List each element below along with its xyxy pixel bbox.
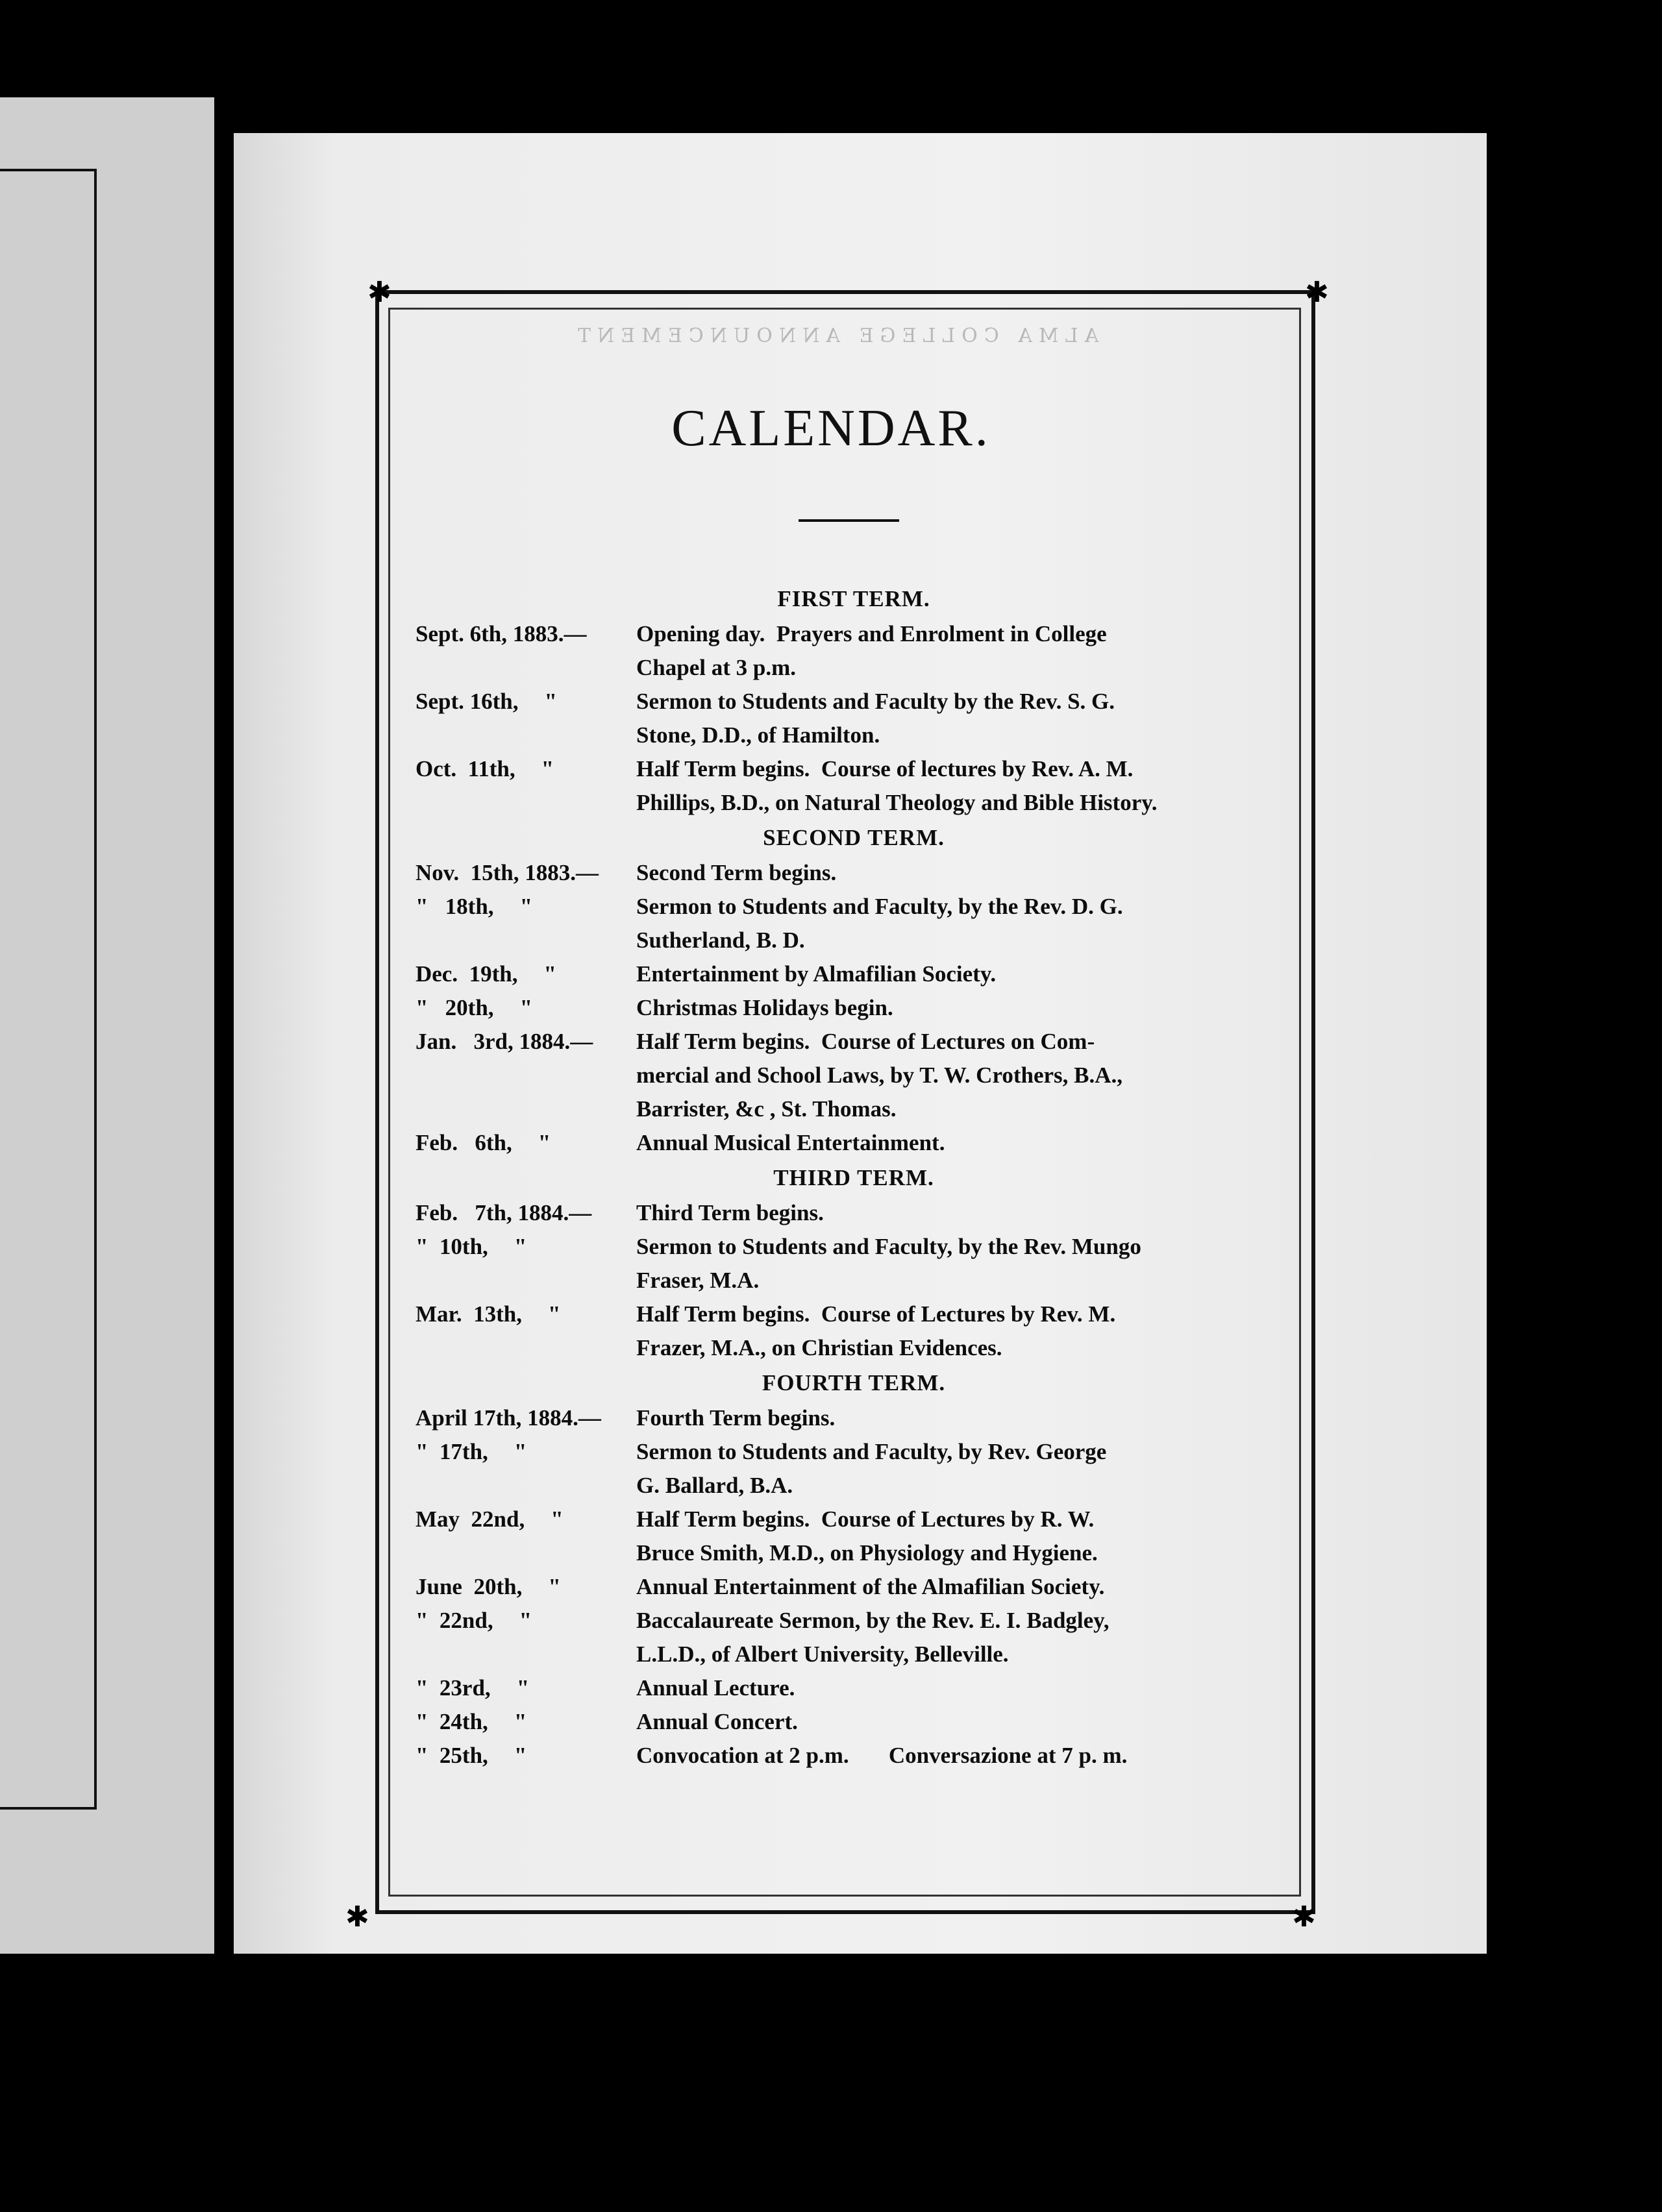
calendar-entry xyxy=(416,1297,1266,1365)
term-heading: FOURTH TERM. xyxy=(762,1370,946,1395)
entry-description xyxy=(636,1025,1266,1126)
entry-date-text: April 17th, 1884.— xyxy=(416,1405,601,1431)
entry-date xyxy=(416,1739,636,1773)
ditto-mark: " xyxy=(543,961,556,987)
ditto-mark: " xyxy=(519,995,532,1020)
entry-line: Annual Entertainment of the Almafilian Society. xyxy=(636,1574,1105,1599)
entry-line: Stone, D.D., of Hamilton. xyxy=(636,722,880,748)
entry-date xyxy=(416,991,636,1025)
entry-description xyxy=(636,617,1266,685)
entry-date xyxy=(416,617,636,651)
entry-date xyxy=(416,890,636,924)
entry-date-text: " 24th, xyxy=(416,1709,488,1734)
calendar-entry xyxy=(416,1196,1266,1230)
entry-date-text: June 20th, xyxy=(416,1574,523,1599)
entry-description xyxy=(636,890,1266,957)
entry-date xyxy=(416,685,636,719)
entry-date-text: Sept. 16th, xyxy=(416,689,519,714)
book-gutter xyxy=(214,97,234,1954)
ditto-mark: " xyxy=(516,1675,530,1701)
entry-line: mercial and School Laws, by T. W. Crothers, B.A., xyxy=(636,1063,1123,1088)
calendar-entry xyxy=(416,1671,1266,1705)
entry-date-text: " 20th, xyxy=(416,995,494,1020)
entry-line: Half Term begins. Course of lectures by Rev. A. M. xyxy=(636,756,1134,781)
entry-date xyxy=(416,1401,636,1435)
ditto-mark: " xyxy=(541,756,554,781)
entry-line: Frazer, M.A., on Christian Evidences. xyxy=(636,1335,1002,1360)
ditto-mark: " xyxy=(519,894,532,919)
entry-line: Sermon to Students and Faculty, by the Rev. Mungo xyxy=(636,1234,1141,1259)
entry-date xyxy=(416,1196,636,1230)
bleed-through-text: ALMA COLLEGE ANNOUNCEMENT xyxy=(571,325,1099,347)
calendar-entry xyxy=(416,1604,1266,1671)
ditto-mark: " xyxy=(544,689,557,714)
entry-date-text: May 22nd, xyxy=(416,1506,525,1532)
calendar-entry xyxy=(416,1126,1266,1160)
entry-date-text: Feb. 7th, 1884.— xyxy=(416,1200,592,1225)
entry-description xyxy=(636,1503,1266,1570)
calendar-entry xyxy=(416,856,1266,890)
ditto-mark: " xyxy=(551,1506,564,1532)
entry-date-text: Nov. 15th, 1883.— xyxy=(416,860,599,885)
entry-line: Half Term begins. Course of Lectures on Com- xyxy=(636,1029,1095,1054)
corner-ornament-bottom-right: ✱ xyxy=(1292,1900,1316,1934)
entry-date-text: Mar. 13th, xyxy=(416,1301,522,1327)
ditto-mark: " xyxy=(514,1709,527,1734)
ditto-mark: " xyxy=(548,1574,561,1599)
page-title: CALENDAR. xyxy=(671,400,991,457)
entry-date xyxy=(416,1435,636,1469)
entry-line: Fraser, M.A. xyxy=(636,1268,760,1293)
entry-date xyxy=(416,1230,636,1264)
corner-ornament-top-right: ✱ xyxy=(1305,276,1329,309)
calendar-entry xyxy=(416,1435,1266,1503)
corner-ornament-top-left: ✱ xyxy=(367,276,391,309)
entry-line: Half Term begins. Course of Lectures by R. W. xyxy=(636,1506,1095,1532)
entry-date-text: Sept. 6th, 1883.— xyxy=(416,621,587,646)
ditto-mark: " xyxy=(519,1608,532,1633)
calendar-entry xyxy=(416,1401,1266,1435)
calendar-entry xyxy=(416,1570,1266,1604)
calendar-entry xyxy=(416,752,1266,820)
entry-description xyxy=(636,1705,1266,1739)
entry-date xyxy=(416,1503,636,1536)
entry-line: Chapel at 3 p.m. xyxy=(636,655,796,680)
entry-date-text: " 22nd, xyxy=(416,1608,493,1633)
entry-date xyxy=(416,1025,636,1059)
entry-date xyxy=(416,1705,636,1739)
entry-date xyxy=(416,856,636,890)
entry-date xyxy=(416,957,636,991)
entry-description xyxy=(636,991,1266,1025)
entry-description xyxy=(636,1297,1266,1365)
term-heading: FIRST TERM. xyxy=(777,586,930,611)
entry-description xyxy=(636,1604,1266,1671)
entry-line: G. Ballard, B.A. xyxy=(636,1473,793,1498)
entry-line: Second Term begins. xyxy=(636,860,837,885)
term-heading: SECOND TERM. xyxy=(763,825,945,850)
entry-line: Annual Lecture. xyxy=(636,1675,795,1701)
entry-date-text: Feb. 6th, xyxy=(416,1130,512,1155)
entry-date xyxy=(416,1604,636,1638)
ditto-mark: " xyxy=(514,1439,527,1464)
entry-line: Sermon to Students and Faculty, by the Rev. D. G. xyxy=(636,894,1123,919)
entry-line: Third Term begins. xyxy=(636,1200,824,1225)
entry-line: Entertainment by Almafilian Society. xyxy=(636,961,997,987)
calendar-entry xyxy=(416,685,1266,752)
entry-description xyxy=(636,856,1266,890)
entry-date-text: " 23rd, xyxy=(416,1675,491,1701)
corner-ornament-bottom-left: ✱ xyxy=(345,1900,369,1934)
ditto-mark: " xyxy=(547,1301,561,1327)
entry-date xyxy=(416,752,636,786)
entry-description xyxy=(636,1739,1266,1773)
entry-description xyxy=(636,685,1266,752)
calendar-list xyxy=(416,581,1266,1773)
term-heading: THIRD TERM. xyxy=(773,1165,934,1190)
entry-description xyxy=(636,1671,1266,1705)
entry-description xyxy=(636,1570,1266,1604)
title-rule xyxy=(799,519,899,522)
calendar-entry xyxy=(416,890,1266,957)
entry-line: Baccalaureate Sermon, by the Rev. E. I. Badgley, xyxy=(636,1608,1110,1633)
entry-line: Sermon to Students and Faculty, by Rev. George xyxy=(636,1439,1107,1464)
entry-line: Sermon to Students and Faculty by the Rev. S. G. xyxy=(636,689,1115,714)
calendar-entry xyxy=(416,1230,1266,1297)
entry-date-text: Oct. 11th, xyxy=(416,756,515,781)
calendar-entry xyxy=(416,617,1266,685)
entry-line: Annual Musical Entertainment. xyxy=(636,1130,945,1155)
entry-date-text: Jan. 3rd, 1884.— xyxy=(416,1029,593,1054)
entry-description xyxy=(636,752,1266,820)
calendar-entry xyxy=(416,1503,1266,1570)
entry-line: L.L.D., of Albert University, Belleville. xyxy=(636,1641,1009,1667)
entry-line: Bruce Smith, M.D., on Physiology and Hygiene. xyxy=(636,1540,1098,1566)
entry-date xyxy=(416,1570,636,1604)
entry-line: Barrister, &c , St. Thomas. xyxy=(636,1096,897,1122)
entry-date-text: " 17th, xyxy=(416,1439,488,1464)
ditto-mark: " xyxy=(514,1234,527,1259)
entry-description xyxy=(636,1401,1266,1435)
ditto-mark: " xyxy=(538,1130,551,1155)
entry-line: Convocation at 2 p.m. Conversazione at 7 p. m. xyxy=(636,1743,1128,1768)
entry-line: Opening day. Prayers and Enrolment in College xyxy=(636,621,1107,646)
entry-line: Half Term begins. Course of Lectures by Rev. M. xyxy=(636,1301,1116,1327)
calendar-entry xyxy=(416,1705,1266,1739)
entry-date-text: Dec. 19th, xyxy=(416,961,518,987)
entry-description xyxy=(636,1435,1266,1503)
entry-line: Phillips, B.D., on Natural Theology and Bible History. xyxy=(636,790,1158,815)
entry-line: Christmas Holidays begin. xyxy=(636,995,893,1020)
entry-date xyxy=(416,1126,636,1160)
entry-line: Fourth Term begins. xyxy=(636,1405,836,1431)
entry-line: Annual Concert. xyxy=(636,1709,798,1734)
entry-description xyxy=(636,1126,1266,1160)
calendar-entry xyxy=(416,1739,1266,1773)
entry-description xyxy=(636,1196,1266,1230)
calendar-entry xyxy=(416,957,1266,991)
ditto-mark: " xyxy=(514,1743,527,1768)
entry-description xyxy=(636,1230,1266,1297)
entry-line: Sutherland, B. D. xyxy=(636,928,805,953)
entry-date-text: " 25th, xyxy=(416,1743,488,1768)
calendar-entry xyxy=(416,991,1266,1025)
entry-date xyxy=(416,1671,636,1705)
entry-date xyxy=(416,1297,636,1331)
entry-date-text: " 10th, xyxy=(416,1234,488,1259)
entry-date-text: " 18th, xyxy=(416,894,494,919)
entry-description xyxy=(636,957,1266,991)
calendar-entry xyxy=(416,1025,1266,1126)
